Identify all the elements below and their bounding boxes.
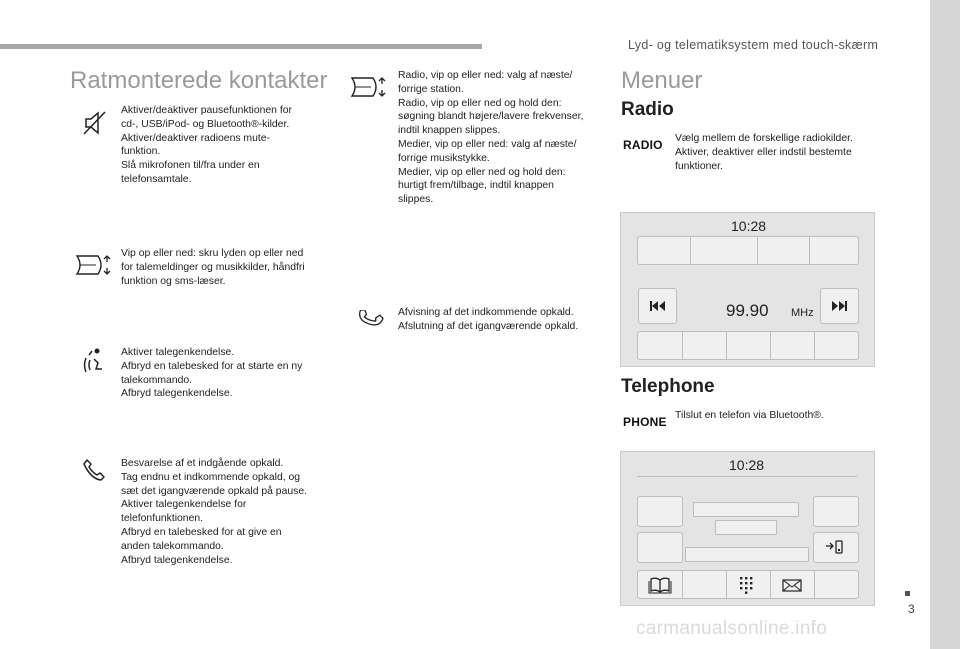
volume-description: Vip op eller ned: skru lyden op eller ned for talemeldinger og musikkilder, håndfri funktion og sms-læser. [121, 248, 305, 287]
mute-speaker-icon [82, 110, 108, 136]
header-rule [0, 44, 482, 49]
phone-info-field-2 [715, 520, 777, 535]
phone-function-bar [637, 570, 859, 599]
section-title-steering-controls: Ratmonterede kontakter [70, 67, 328, 94]
skip-back-icon [639, 289, 676, 323]
watermark: carmanualsonline.info [636, 618, 828, 639]
telephone-heading: Telephone [621, 376, 715, 397]
phone-left-top-button[interactable] [637, 496, 683, 527]
voice-command-icon [80, 345, 110, 375]
phone-screen [620, 451, 875, 606]
bluetooth-connect-button[interactable] [813, 532, 859, 563]
radio-frequency-unit: MHz [791, 307, 814, 319]
page-header-title: Lyd- og telematiksystem med touch-skærm [628, 38, 879, 52]
phone-pickup-icon [82, 458, 106, 482]
page-number: 3 [908, 602, 915, 616]
phone-pickup-description: Besvarelse af et indgående opkald. Tag endnu et indkommende opkald, og sæt det igangværende opkald på pause. Aktiver talegenkendelse for telefonfunktionen. Afbryd en talebesked for at give en anden talekommando. Afbryd talegenkendelse. [121, 458, 308, 566]
radio-button-icon: RADIO [623, 138, 663, 152]
phone-button-icon: PHONE [623, 415, 667, 429]
hangup-description: Afvisning af det indkommende opkald. Afslutning af det igangværende opkald. [398, 307, 579, 332]
phone-right-top-button[interactable] [813, 496, 859, 527]
seek-description: Radio, vip op eller ned: valg af næste/ forrige station. Radio, vip op eller ned og hold den: søgning blandt højere/lavere frekvenser, indtil knappen slippes. Medier, vip op eller ned: valg af næste/ forrige musikstykke. Medier, vip op eller ned og hold den: hurtigt frem/tilbage, indtil knappen slippes. [398, 70, 584, 206]
volume-wheel-icon [74, 252, 114, 278]
phone-screen-clock: 10:28 [729, 457, 765, 473]
radio-frequency: 99.90 [726, 301, 769, 320]
envelope-icon[interactable] [781, 578, 803, 593]
radio-screen-clock: 10:28 [731, 218, 767, 234]
radio-function-bar [637, 331, 859, 360]
seek-forward-button[interactable] [820, 288, 859, 324]
dialpad-icon[interactable] [736, 575, 756, 595]
phone-connect-icon [814, 533, 858, 562]
contacts-book-icon[interactable] [647, 576, 673, 594]
phone-hangup-icon [356, 310, 384, 328]
radio-screen [620, 212, 875, 367]
telephone-description: Tilslut en telefon via Bluetooth®. [675, 410, 824, 421]
phone-info-field-3 [685, 547, 809, 562]
radio-preset-bar [637, 236, 859, 265]
radio-heading: Radio [621, 99, 674, 120]
phone-info-field-1 [693, 502, 799, 517]
page-marker [905, 591, 910, 596]
radio-description: Vælg mellem de forskellige radiokilder. Aktiver, deaktiver eller indstil bestemte funktioner. [675, 133, 853, 172]
skip-forward-icon [821, 289, 858, 323]
seek-wheel-icon [349, 74, 389, 100]
page-side-tab [930, 0, 960, 649]
voice-command-description: Aktiver talegenkendelse. Afbryd en talebesked for at starte en ny talekommando. Afbryd talegenkendelse. [121, 347, 303, 400]
seek-back-button[interactable] [638, 288, 677, 324]
mute-description: Aktiver/deaktiver pausefunktionen for cd-, USB/iPod- og Bluetooth®-kilder. Aktiver/deaktiver radioens mute- funktion. Slå mikrofonen til/fra under en telefonsamtale. [121, 105, 292, 185]
phone-screen-divider [637, 476, 857, 477]
section-title-menus: Menuer [621, 67, 703, 94]
phone-left-bottom-button[interactable] [637, 532, 683, 563]
